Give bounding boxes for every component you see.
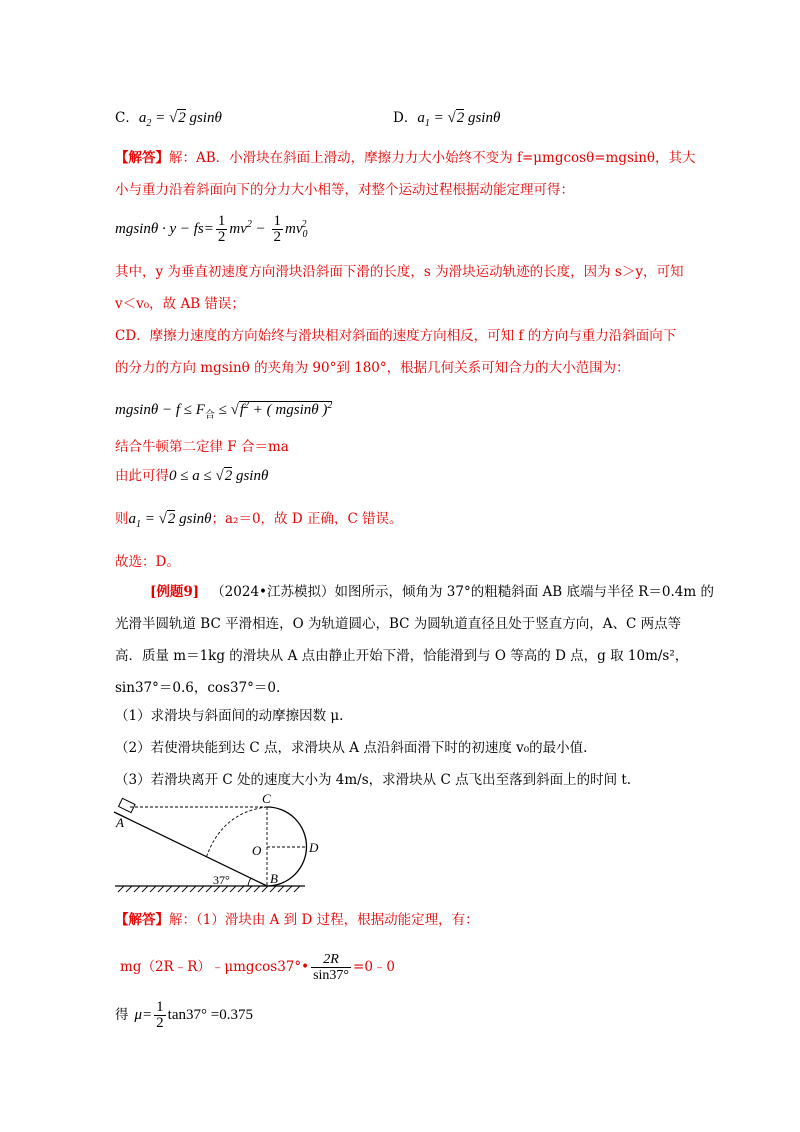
force-range-formula: $mgsin\theta - f \le F_合 \le √f^2$ + ( mgsinθ )$^2$: [115, 400, 333, 421]
incline-track-figure: [110, 792, 340, 902]
example-text-2: 光滑半圆轨道 BC 平滑相连，O 为轨道圆心，BC 为圆轨道直径且处于竖直方向，A、C 两点等: [115, 616, 682, 632]
answer-line-9-prefix: 则: [115, 511, 129, 527]
option-c-formula: $a_2 = √2$ gsinθ: [138, 110, 222, 129]
example-text-1-body: （2024•江苏模拟）如图所示，倾角为 37°的粗糙斜面 AB 底端与半径 R＝0.4m 的: [211, 584, 714, 600]
answer-line-2: 小与重力沿着斜面向下的分力大小相等，对整个运动过程根据动能定理可得：: [115, 182, 574, 198]
example-text-4: sin37°＝0.6，cos37°＝0.: [115, 680, 281, 696]
answer-line-4: v＜v₀，故 AB 错误；: [115, 296, 245, 312]
label-o: O: [252, 843, 262, 858]
answer-line-8: 由此可得0 ≤ a ≤ √2 gsinθ: [115, 468, 269, 484]
label-d: D: [309, 840, 319, 855]
answer-line-6: 的分力的方向 mgsinθ 的夹角为 90°到 180°，根据几何关系可知合力的大小范围为：: [115, 360, 630, 376]
angle-arc: [248, 878, 251, 886]
answer2-result-prefix: 得: [115, 1006, 129, 1023]
answer-line-3: 其中，y 为垂直初速度方向滑块沿斜面下滑的长度，s 为滑块运动轨迹的长度，因为 s＞y，可知: [115, 264, 684, 280]
answer-line-5: CD．摩擦力速度的方向始终与滑块相对斜面的速度方向相反，可知 f 的方向与重力沿斜面向下: [115, 328, 677, 344]
energy-equation: mgsinθ · y − fs= $\frac{1}{2}$ $mv^2$ − $\frac{1}{2}$ $mv_0^2$: [115, 213, 308, 245]
answer2-eq-suffix: =0﹣0: [353, 959, 396, 975]
answer-intro: [115, 148, 696, 168]
label-b: B: [270, 871, 278, 886]
answer2-intro-text: 解：（1）滑块由 A 到 D 过程，根据动能定理，有：: [169, 912, 479, 928]
ground-hatch: [118, 886, 300, 892]
incline: [114, 812, 267, 886]
option-c-label: C．: [115, 110, 139, 126]
example-text-3: 高．质量 m＝1kg 的滑块从 A 点由静止开始下滑，恰能滑到与 O 等高的 D 点，g 取 10m/s²，: [115, 648, 689, 664]
answer2-equation: mg（2R﹣R）﹣μmgcos37°• $\frac{2R}{\sin 37^\circ}$ =0﹣0: [120, 952, 396, 983]
answer-final: 故选：D。: [115, 554, 180, 570]
example-label: [例题9]: [150, 584, 200, 600]
answer-line-9: 则$a_1 = √2$ gsinθ；a₂＝0，故 D 正确，C 错误。: [115, 511, 403, 530]
option-d-formula: $a_1 = √2$ gsinθ: [417, 110, 501, 129]
option-d: [393, 108, 500, 134]
answer2-result: 得 μ= $\frac{1}{2}$ tan37° =0.375: [115, 999, 253, 1031]
option-c: [115, 108, 222, 134]
answer-tag: 【解答】: [115, 150, 169, 166]
angle-label: 37°: [213, 873, 230, 887]
label-c: C: [262, 792, 271, 806]
answer2-tag: 【解答】: [115, 912, 169, 928]
label-a: A: [116, 815, 124, 830]
question-1: （1）求滑块与斜面间的动摩擦因数 μ.: [115, 708, 344, 724]
question-2: （2）若使滑块能到达 C 点，求滑块从 A 点沿斜面滑下时的初速度 v₀的最小值.: [115, 740, 588, 756]
example-text-1: [150, 582, 714, 602]
answer-line-8-prefix: 由此可得: [115, 468, 169, 484]
slider-block: [119, 798, 136, 812]
answer-line-7: 结合牛顿第二定律 F 合＝ma: [115, 439, 289, 455]
answer-intro-text: 解：AB．小滑块在斜面上滑动，摩擦力力大小始终不变为 f=μmgcosθ=mgsinθ，其大: [169, 150, 696, 166]
answer-line-9-suffix: ；a₂＝0，故 D 正确，C 错误。: [211, 511, 403, 527]
question-3: （3）若滑块离开 C 处的速度大小为 4m/s，求滑块从 C 点飞出至落到斜面上的时间 t.: [115, 772, 632, 788]
answer2-intro: [115, 910, 479, 930]
answer2-eq-prefix: mg（2R﹣R）﹣μmgcos37°•: [120, 959, 310, 975]
option-d-label: D．: [393, 110, 418, 126]
